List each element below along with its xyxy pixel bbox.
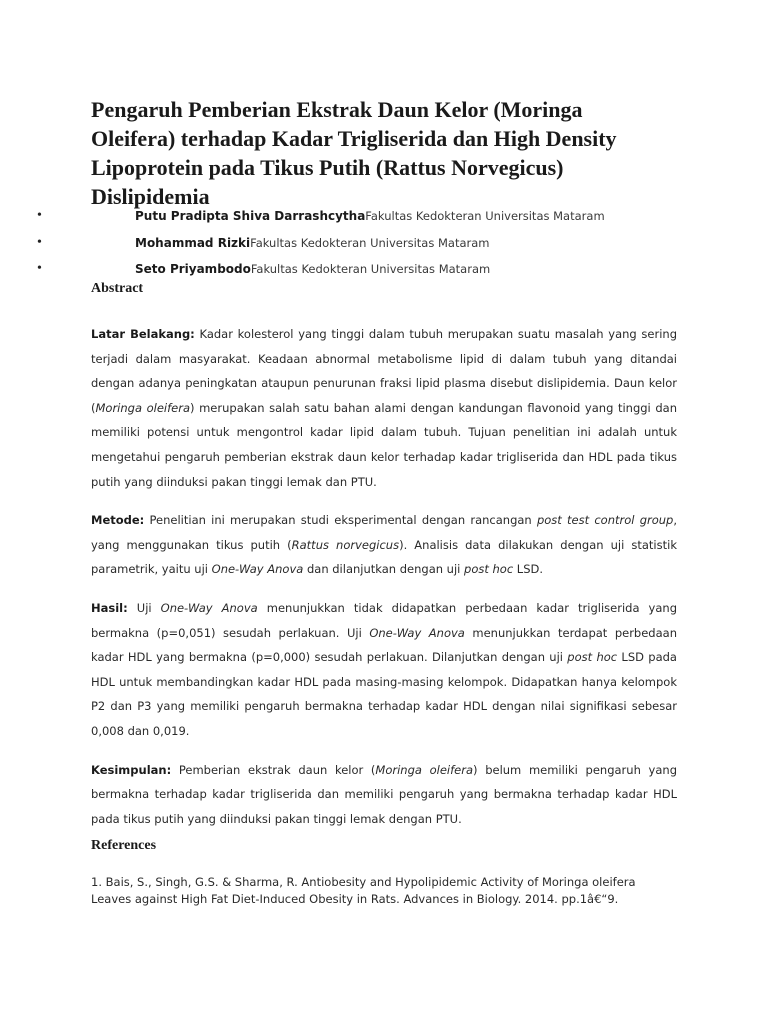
bullet-icon: • (37, 261, 42, 276)
methods-italic: One-Way Anova (211, 562, 304, 577)
conclusion-text: Pemberian ekstrak daun kelor ( (171, 762, 376, 777)
reference-item: 1. Bais, S., Singh, G.S. & Sharma, R. Antiobesity and Hypolipidemic Activity of Moringa oleifera Leaves against High Fat Diet-Induced Obesity in Rats. Advances in Biology. 2014. pp.1â€“9. (91, 875, 636, 906)
author-item (0, 233, 768, 260)
results-text: Uji (127, 600, 161, 615)
author-entry (135, 206, 605, 226)
author-affiliation: Fakultas Kedokteran Universitas Mataram (250, 262, 491, 276)
results-text: menunjukkan terdapat perbedaan kadar HDL yang bermakna (p=0,000) sesudah perlakuan. Dilanjutkan dengan uji (91, 625, 677, 665)
methods-text: dan dilanjutkan dengan uji (303, 562, 465, 577)
conclusion-label: Kesimpulan: (91, 762, 172, 777)
bullet-icon: • (37, 208, 42, 223)
results-text: menunjukkan tidak didapatkan perbedaan kadar trigliserida yang bermakna (p=0,051) sesudah perlakuan. Uji (91, 600, 677, 640)
methods-text: , yang menggunakan tikus putih ( (91, 513, 677, 552)
methods-italic: Rattus norvegicus (291, 537, 400, 552)
author-name: Mohammad Rizki (135, 235, 251, 250)
background-italic: Moringa oleifera (95, 400, 191, 415)
paper-title: Pengaruh Pemberian Ekstrak Daun Kelor (Moringa Oleifera) terhadap Kadar Trigliserida dan High Density Lipoprotein pada Tikus Putih (Rattus Norvegicus) Dislipidemia (91, 97, 617, 209)
conclusion-text: ) belum memiliki pengaruh yang bermakna terhadap kadar trigliserida dan memiliki pengaruh yang bermakna terhadap kadar HDL pada tikus putih yang diinduksi pakan tinggi lemak dengan PTU. (91, 762, 677, 826)
abstract-background (91, 322, 677, 494)
author-entry (135, 233, 489, 253)
author-affiliation: Fakultas Kedokteran Universitas Mataram (365, 209, 605, 223)
author-list (0, 206, 768, 286)
references-list (91, 874, 651, 908)
author-name: Seto Priyambodo (135, 262, 251, 276)
abstract-body (91, 322, 677, 831)
abstract-heading: Abstract (91, 281, 144, 296)
methods-text: ). Analisis data dilakukan dengan uji statistik parametrik, yaitu uji (91, 537, 677, 577)
methods-text: LSD. (513, 562, 544, 577)
background-text: Kadar kolesterol yang tinggi dalam tubuh merupakan suatu masalah yang sering terjadi dalam masyarakat. Keadaan abnormal metabolisme lipid di dalam tubuh yang ditandai dengan adanya peningkatan ataupun penurunan fraksi lipid plasma disebut dislipidemia. Daun kelor ( (91, 327, 677, 415)
author-name: Putu Pradipta Shiva Darrashcytha (135, 209, 366, 223)
author-entry (135, 259, 490, 279)
abstract-results (91, 596, 677, 744)
results-italic: One-Way Anova (369, 625, 465, 640)
background-label: Latar Belakang: (91, 327, 195, 341)
abstract-conclusion (91, 758, 677, 832)
results-label: Hasil: (91, 600, 128, 615)
author-affiliation: Fakultas Kedokteran Universitas Mataram (250, 235, 490, 250)
methods-italic: post test control group (536, 513, 674, 528)
methods-label: Metode: (91, 513, 145, 528)
bullet-icon: • (37, 234, 42, 250)
conclusion-italic: Moringa oleifera (375, 762, 474, 777)
methods-italic: post hoc (464, 562, 514, 577)
author-item (0, 206, 768, 233)
results-text: LSD pada HDL untuk membandingkan kadar HDL pada masing-masing kelompok. Didapatkan hanya kelompok P2 dan P3 yang memiliki pengaruh bermakna terhadap kadar HDL dengan nilai signifikasi sebesar 0,008 dan 0,019. (91, 650, 677, 738)
abstract-methods (91, 508, 677, 582)
background-text: ) merupakan salah satu bahan alami dengan kandungan flavonoid yang tinggi dan memiliki potensi untuk mengontrol kadar lipid dalam tubuh. Tujuan penelitian ini adalah untuk mengetahui pengaruh pemberian ekstrak daun kelor terhadap kadar trigliserida dan HDL pada tikus putih yang diinduksi pakan tinggi lemak dan PTU. (91, 400, 677, 489)
results-italic: post hoc (567, 650, 618, 665)
results-italic: One-Way Anova (160, 600, 258, 615)
references-heading: References (91, 838, 157, 853)
methods-text: Penelitian ini merupakan studi eksperimental dengan rancangan (144, 513, 537, 528)
